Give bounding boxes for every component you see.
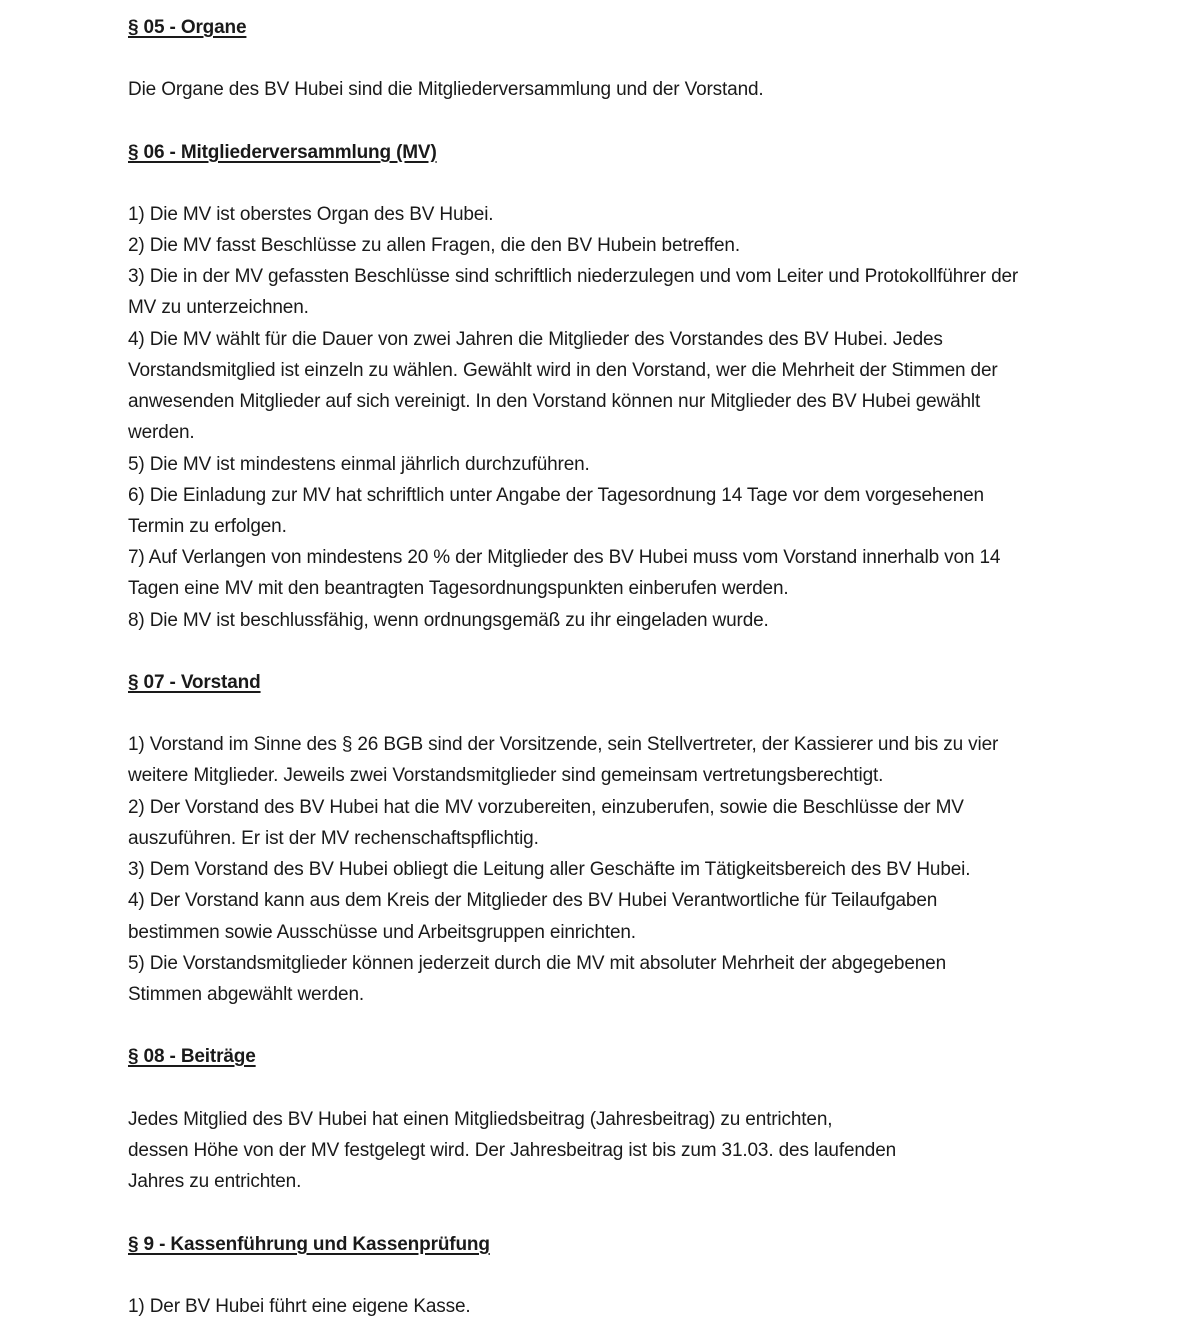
paragraph-line: 3) Dem Vorstand des BV Hubei obliegt die Leitung aller Geschäfte im Tätigkeitsbereich des BV Hubei. xyxy=(128,859,971,880)
paragraph-line: 4) Der Vorstand kann aus dem Kreis der Mitglieder des BV Hubei Verantwortliche für Teilaufgaben xyxy=(128,890,938,911)
paragraph-line: Jedes Mitglied des BV Hubei hat einen Mitgliedsbeitrag (Jahresbeitrag) zu entrichten, xyxy=(128,1109,833,1130)
section-heading-organe: § 05 - Organe xyxy=(128,17,247,38)
paragraph-line: 4) Die MV wählt für die Dauer von zwei Jahren die Mitglieder des Vorstandes des BV Hubei. Jedes xyxy=(128,329,943,350)
paragraph-line: Die Organe des BV Hubei sind die Mitgliederversammlung und der Vorstand. xyxy=(128,79,764,100)
paragraph-line: anwesenden Mitglieder auf sich vereinigt. In den Vorstand können nur Mitglieder des BV Hubei gewählt xyxy=(128,391,981,412)
paragraph-line: werden. xyxy=(128,422,195,443)
section-heading-kassenfuehrung: § 9 - Kassenführung und Kassenprüfung xyxy=(128,1234,490,1255)
paragraph-line: MV zu unterzeichnen. xyxy=(128,297,309,318)
section-heading-mitgliederversammlung: § 06 - Mitgliederversammlung (MV) xyxy=(128,142,437,163)
paragraph-line: 2) Der Vorstand des BV Hubei hat die MV vorzubereiten, einzuberufen, sowie die Beschlüsse der MV xyxy=(128,797,964,818)
paragraph-line: 5) Die Vorstandsmitglieder können jederzeit durch die MV mit absoluter Mehrheit der abgegebenen xyxy=(128,953,947,974)
paragraph-line: 1) Der BV Hubei führt eine eigene Kasse. xyxy=(128,1296,471,1317)
paragraph-line: 6) Die Einladung zur MV hat schriftlich unter Angabe der Tagesordnung 14 Tage vor dem vorgesehenen xyxy=(128,485,984,506)
paragraph-line: 1) Die MV ist oberstes Organ des BV Hubei. xyxy=(128,204,494,225)
paragraph-line: bestimmen sowie Ausschüsse und Arbeitsgruppen einrichten. xyxy=(128,922,636,943)
paragraph-line: Vorstandsmitglied ist einzeln zu wählen. Gewählt wird in den Vorstand, wer die Mehrheit der Stimmen der xyxy=(128,360,998,381)
paragraph-line: 5) Die MV ist mindestens einmal jährlich durchzuführen. xyxy=(128,454,590,475)
paragraph-line: 2) Die MV fasst Beschlüsse zu allen Fragen, die den BV Hubein betreffen. xyxy=(128,235,740,256)
paragraph-line: dessen Höhe von der MV festgelegt wird. Der Jahresbeitrag ist bis zum 31.03. des laufenden xyxy=(128,1140,897,1161)
paragraph-line: Tagen eine MV mit den beantragten Tagesordnungspunkten einberufen werden. xyxy=(128,578,789,599)
paragraph-line: 3) Die in der MV gefassten Beschlüsse sind schriftlich niederzulegen und vom Leiter und Protokollführer der xyxy=(128,266,1019,287)
paragraph-line: weitere Mitglieder. Jeweils zwei Vorstandsmitglieder sind gemeinsam vertretungsberechtigt. xyxy=(128,765,884,786)
paragraph-line: Jahres zu entrichten. xyxy=(128,1171,302,1192)
paragraph-line: auszuführen. Er ist der MV rechenschaftspflichtig. xyxy=(128,828,539,849)
section-heading-vorstand: § 07 - Vorstand xyxy=(128,672,261,693)
paragraph-line: Termin zu erfolgen. xyxy=(128,516,287,537)
paragraph-line: 8) Die MV ist beschlussfähig, wenn ordnungsgemäß zu ihr eingeladen wurde. xyxy=(128,610,769,631)
paragraph-line: 1) Vorstand im Sinne des § 26 BGB sind der Vorsitzende, sein Stellvertreter, der Kassierer und bis zu vier xyxy=(128,734,999,755)
paragraph-line: Stimmen abgewählt werden. xyxy=(128,984,364,1005)
paragraph-line: 7) Auf Verlangen von mindestens 20 % der Mitglieder des BV Hubei muss vom Vorstand innerhalb von 14 xyxy=(128,547,1001,568)
section-heading-beitraege: § 08 - Beiträge xyxy=(128,1046,256,1067)
